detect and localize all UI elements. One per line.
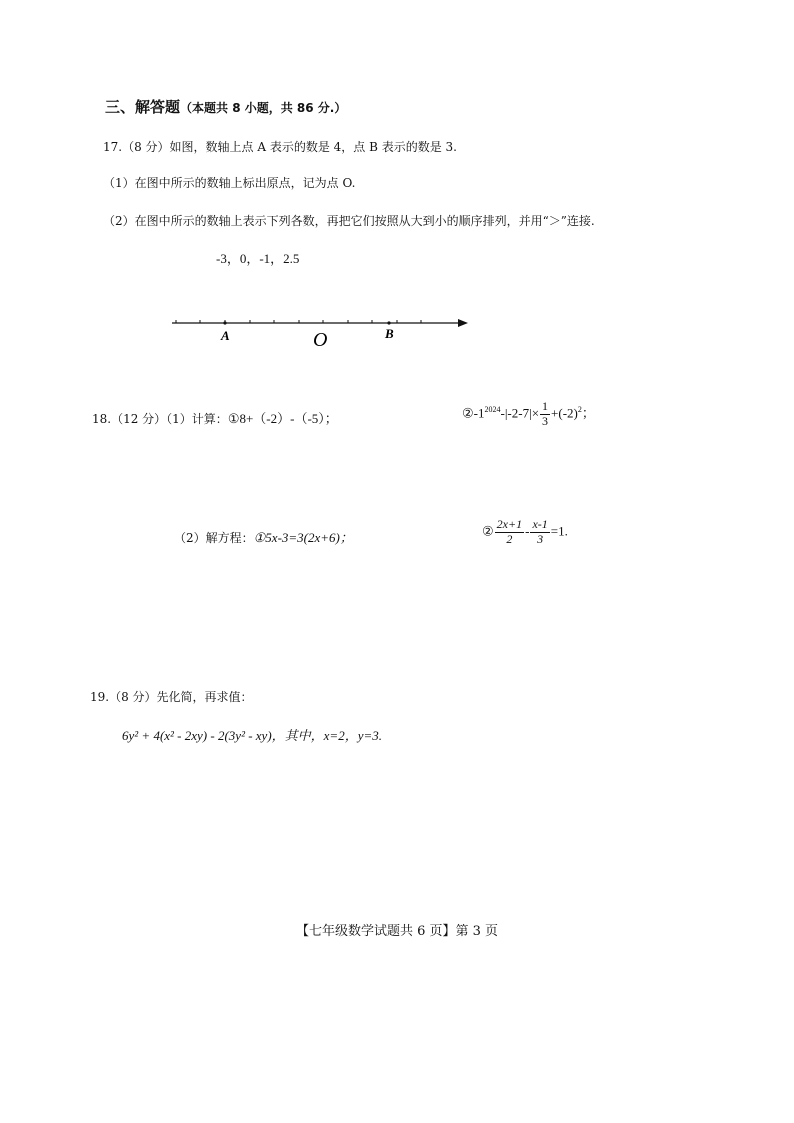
calc2-exponent: 2024 [484, 404, 501, 414]
q17-numbers: -3，0，-1，2.5 [216, 251, 300, 266]
eq2-f1-den: 2 [506, 531, 513, 546]
q17-part1: （1）在图中所示的数轴上标出原点，记为点 O. [103, 176, 356, 190]
q18-head: 18.（12 分）（1）计算： [92, 412, 228, 426]
q17-part2: （2）在图中所示的数轴上表示下列各数，再把它们按照从大到小的顺序排列，并用“＞”连接. [103, 214, 595, 228]
q19-head: 19.（8 分）先化简，再求值： [90, 690, 253, 704]
calc2-base: -1 [473, 405, 485, 421]
point-b-label: B [385, 326, 394, 341]
circled-2: ② [462, 405, 474, 421]
q17-stem: 17.（8 分）如图，数轴上点 A 表示的数是 4，点 B 表示的数是 3. [103, 140, 457, 154]
calc2-abs-term: -|-2-7|× [500, 405, 540, 421]
q18-eq1: ①5x-3=3(2x+6)； [253, 530, 353, 545]
page-footer: 【七年级数学试题共 6 页】第 3 页 [295, 924, 499, 939]
calc2-tail: +(-2) [551, 405, 578, 421]
section-title-text: 三、解答题 [105, 98, 181, 116]
q18-line1 [92, 408, 338, 427]
calc2-frac-den: 3 [542, 413, 549, 428]
section-title [105, 96, 346, 117]
eq2-f2-num: x-1 [532, 517, 548, 531]
number-line-arrow [458, 319, 468, 327]
q18-eq2 [482, 518, 568, 547]
eq2-fraction-2 [530, 518, 549, 547]
eq2-f1-num: 2x+1 [496, 517, 523, 531]
eq2-fraction-1 [495, 518, 524, 547]
eq2-end: =1. [550, 523, 568, 539]
point-a-label: A [221, 328, 230, 343]
section-note: （本题共 8 小题，共 86 分.） [180, 101, 347, 115]
eq2-f2-den: 3 [537, 531, 544, 546]
calc2-frac-num: 1 [542, 399, 549, 413]
calc2-tail-exponent: 2 [577, 404, 582, 414]
point-a-dot [223, 321, 226, 324]
origin-label-handwritten: O [313, 329, 328, 351]
number-line [168, 312, 478, 352]
calc2-end: ； [581, 405, 595, 421]
q18-calc2 [462, 400, 595, 429]
circled-2-eq: ② [482, 523, 494, 539]
calc2-fraction [540, 400, 550, 429]
q18-line2 [174, 527, 353, 546]
q18-part2-head: （2）解方程： [174, 531, 254, 545]
eq2-minus: - [525, 523, 530, 539]
q18-calc1: ①8+（-2）-（-5）； [227, 411, 338, 426]
q19-expr: 6y² + 4(x² - 2xy) - 2(3y² - xy)，其中，x=2，y=3. [122, 728, 382, 743]
point-b-dot [387, 321, 390, 324]
